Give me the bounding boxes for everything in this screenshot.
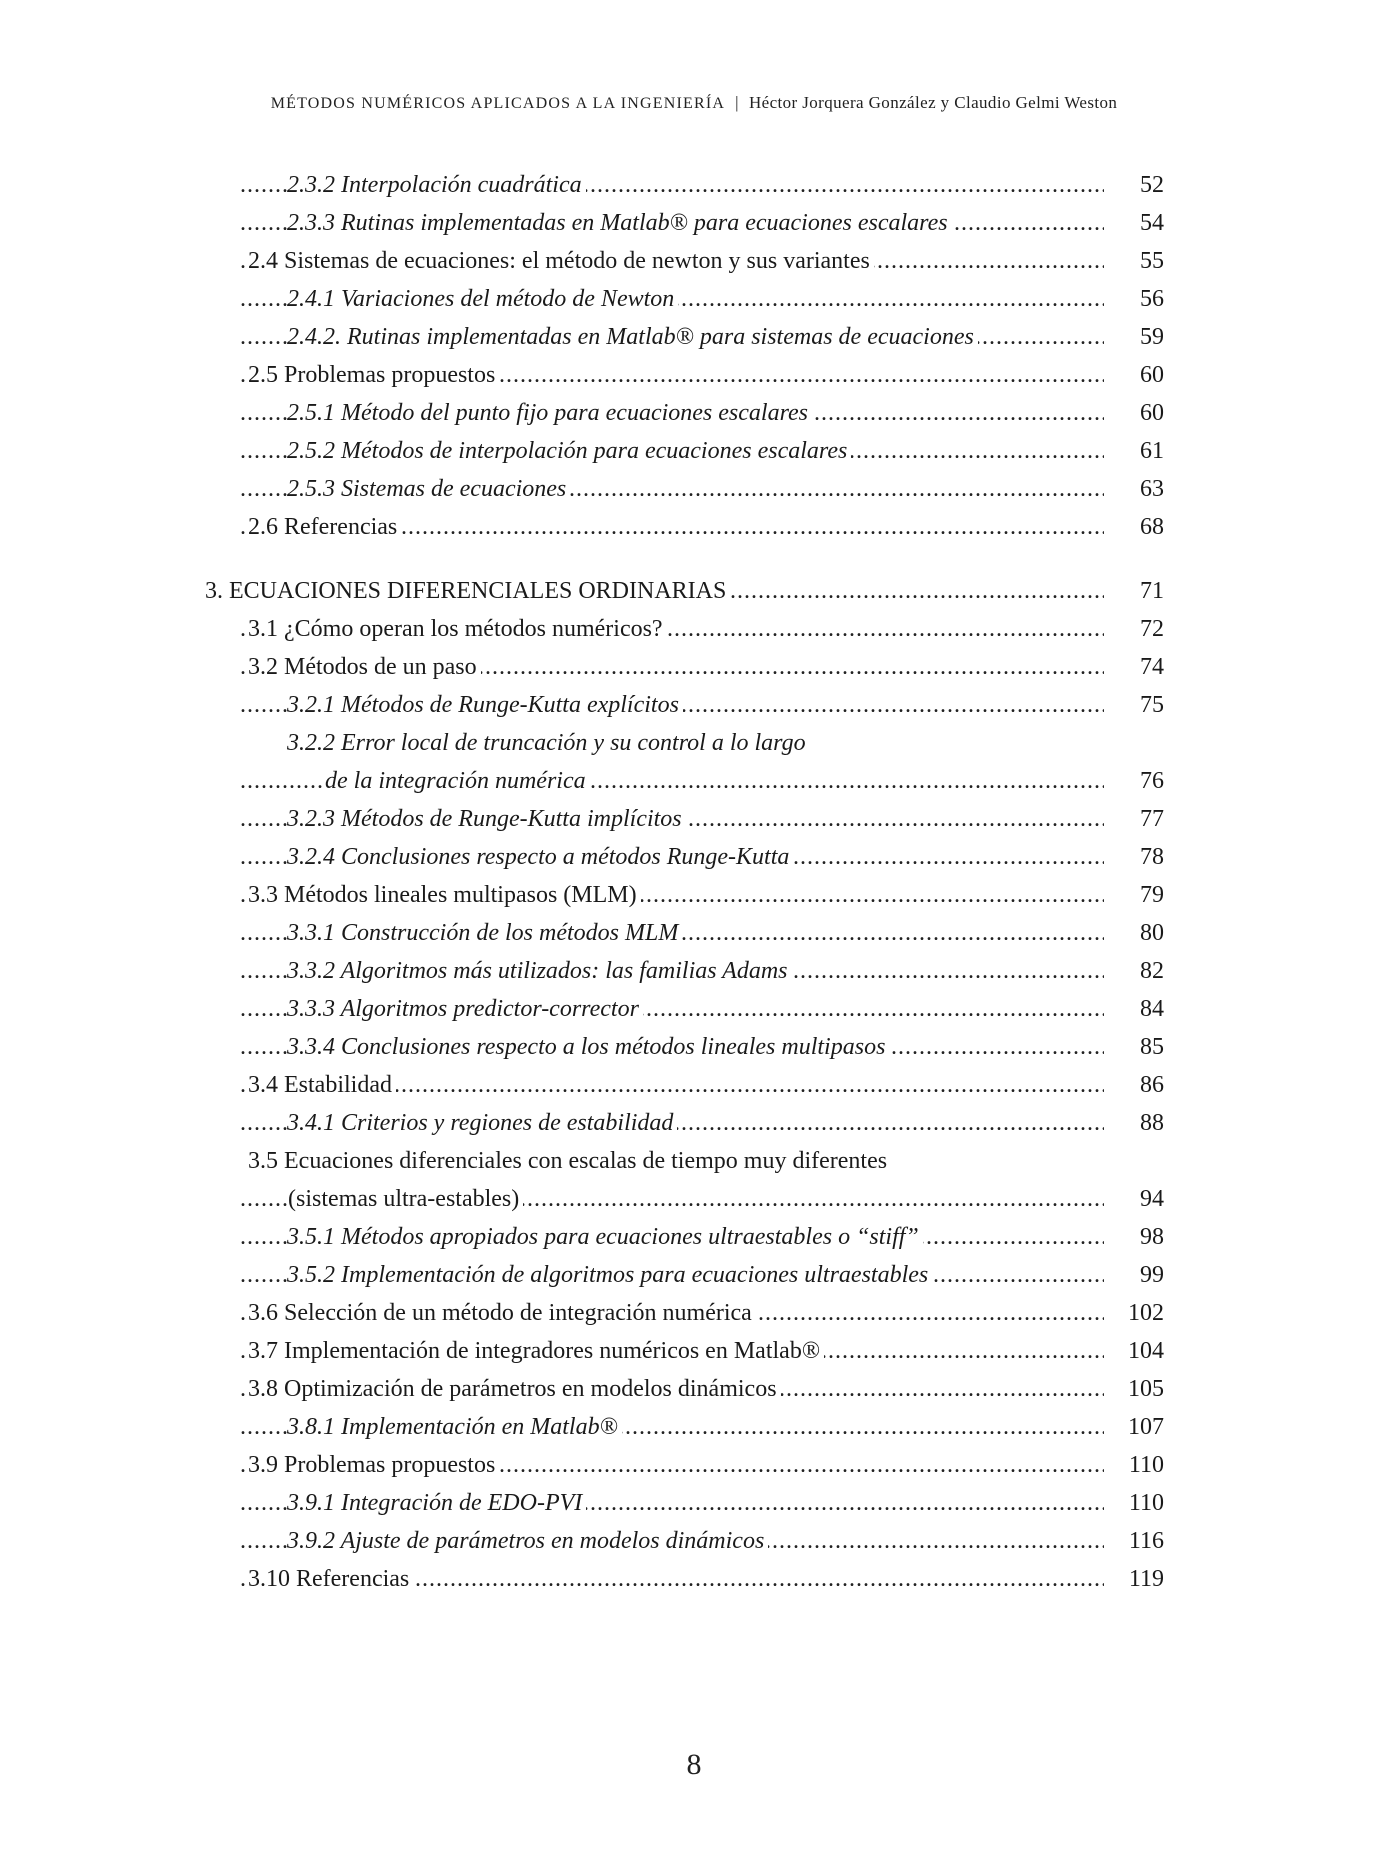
toc-entry-label-line2: de la integración numérica [325, 768, 590, 794]
toc-entry-page: 59 [1118, 318, 1164, 356]
table-of-contents [0, 166, 1388, 1598]
toc-entry-label: 3.9.1 Integración de EDO-PVI [287, 1490, 586, 1516]
toc-entry-label: 3.8.1 Implementación en Matlab® [287, 1414, 622, 1440]
toc-entry-label: 3.4 Estabilidad [248, 1072, 396, 1098]
toc-entry-label: 3.9 Problemas propuestos [248, 1452, 499, 1478]
toc-entry-label: 3.6 Selección de un método de integración numérica [248, 1300, 756, 1326]
toc-entry-page: 80 [1118, 914, 1164, 952]
toc-entry-page: 61 [1118, 432, 1164, 470]
toc-entry[interactable] [0, 686, 1388, 724]
toc-entry-label: 2.3.2 Interpolación cuadrática [287, 172, 586, 198]
toc-entry-page: 75 [1118, 686, 1164, 724]
header-separator: | [735, 93, 739, 112]
toc-entry-page: 74 [1118, 648, 1164, 686]
toc-entry-label: 3.3 Métodos lineales multipasos (MLM) [248, 882, 641, 908]
toc-entry[interactable] [0, 800, 1388, 838]
toc-entry-page: 110 [1118, 1446, 1164, 1484]
toc-entry[interactable] [0, 1294, 1388, 1332]
toc-entry-label: 3.5.1 Métodos apropiados para ecuaciones ultraestables o “stiff” [287, 1224, 923, 1250]
toc-entry-page: 72 [1118, 610, 1164, 648]
toc-entry-label: 2.5.2 Métodos de interpolación para ecuaciones escalares [287, 438, 851, 464]
toc-entry[interactable] [0, 432, 1388, 470]
toc-entry-label: 2.5 Problemas propuestos [248, 362, 499, 388]
page-number: 8 [686, 1748, 702, 1781]
toc-entry-page: 78 [1118, 838, 1164, 876]
toc-entry[interactable] [0, 1142, 1388, 1218]
toc-entry[interactable] [0, 838, 1388, 876]
toc-entry-label: 3.7 Implementación de integradores numéricos en Matlab® [248, 1338, 824, 1364]
toc-entry-page: 77 [1118, 800, 1164, 838]
running-header [0, 93, 1388, 113]
toc-entry[interactable] [0, 990, 1388, 1028]
toc-entry[interactable] [0, 394, 1388, 432]
toc-entry-page: 84 [1118, 990, 1164, 1028]
toc-entry-label: 3.4.1 Criterios y regiones de estabilidad [287, 1110, 677, 1136]
toc-entry[interactable] [0, 318, 1388, 356]
toc-entry[interactable] [0, 356, 1388, 394]
toc-entry-label: 2.6 Referencias [248, 514, 401, 540]
toc-entry[interactable] [0, 204, 1388, 242]
toc-entry-label: 3.3.2 Algoritmos más utilizados: las familias Adams [287, 958, 792, 984]
toc-entry-label: 3.2.4 Conclusiones respecto a métodos Runge-Kutta [287, 844, 793, 870]
toc-entry-page: 110 [1118, 1484, 1164, 1522]
toc-entry-label-line1: 3.2.2 Error local de truncación y su control a lo largo [287, 730, 806, 756]
toc-entry[interactable] [0, 1522, 1388, 1560]
toc-chapter-entry[interactable] [0, 572, 1388, 610]
toc-entry-page: 98 [1118, 1218, 1164, 1256]
toc-entry-label: 3.1 ¿Cómo operan los métodos numéricos? [248, 616, 667, 642]
toc-entry-label: 3.2 Métodos de un paso [248, 654, 481, 680]
toc-entry[interactable] [0, 1028, 1388, 1066]
toc-entry[interactable] [0, 470, 1388, 508]
toc-entry[interactable] [0, 876, 1388, 914]
toc-entry[interactable] [0, 1446, 1388, 1484]
toc-entry-page: 99 [1118, 1256, 1164, 1294]
toc-entry-label: 2.4.2. Rutinas implementadas en Matlab® para sistemas de ecuaciones [287, 324, 978, 350]
toc-entry-page: 85 [1118, 1028, 1164, 1066]
toc-entry-label: 2.4 Sistemas de ecuaciones: el método de newton y sus variantes [248, 248, 874, 274]
toc-entry[interactable] [0, 610, 1388, 648]
toc-entry[interactable] [0, 166, 1388, 204]
toc-entry[interactable] [0, 1256, 1388, 1294]
toc-entry-page: 102 [1118, 1294, 1164, 1332]
toc-entry[interactable] [0, 508, 1388, 546]
toc-entry-page: 55 [1118, 242, 1164, 280]
toc-entry-page: 88 [1118, 1104, 1164, 1142]
toc-entry[interactable] [0, 1104, 1388, 1142]
toc-entry[interactable] [0, 648, 1388, 686]
toc-entry-page: 60 [1118, 356, 1164, 394]
toc-entry-label: 3.3.3 Algoritmos predictor-corrector [287, 996, 643, 1022]
toc-entry-page: 76 [1118, 762, 1164, 800]
toc-entry-page: 107 [1118, 1408, 1164, 1446]
toc-entry-page: 68 [1118, 508, 1164, 546]
toc-entry[interactable] [0, 242, 1388, 280]
toc-entry-page: 52 [1118, 166, 1164, 204]
toc-entry-label: 2.4.1 Variaciones del método de Newton [287, 286, 678, 312]
toc-entry-page: 119 [1118, 1560, 1164, 1598]
toc-entry-label: 3.2.1 Métodos de Runge-Kutta explícitos [287, 692, 683, 718]
toc-entry-label: 3.5.2 Implementación de algoritmos para ecuaciones ultraestables [287, 1262, 932, 1288]
toc-entry-label: 3.10 Referencias [248, 1566, 413, 1592]
toc-entry-label: 2.5.1 Método del punto fijo para ecuaciones escalares [287, 400, 812, 426]
toc-entry-page: 105 [1118, 1370, 1164, 1408]
toc-entry[interactable] [0, 724, 1388, 800]
toc-entry[interactable] [0, 1408, 1388, 1446]
toc-entry-page: 71 [1118, 572, 1164, 610]
toc-entry-label: 3.9.2 Ajuste de parámetros en modelos dinámicos [287, 1528, 768, 1554]
toc-entry-label-line2: (sistemas ultra-estables) [288, 1186, 523, 1212]
toc-entry-label-line1: 3.5 Ecuaciones diferenciales con escalas de tiempo muy diferentes [248, 1148, 888, 1174]
toc-entry[interactable] [0, 1066, 1388, 1104]
toc-entry-label: 3.3.1 Construcción de los métodos MLM [287, 920, 682, 946]
toc-entry-page: 94 [1118, 1180, 1164, 1218]
toc-entry[interactable] [0, 1370, 1388, 1408]
toc-entry[interactable] [0, 914, 1388, 952]
toc-entry-page: 82 [1118, 952, 1164, 990]
toc-entry-label: 2.5.3 Sistemas de ecuaciones [287, 476, 570, 502]
toc-entry-page: 54 [1118, 204, 1164, 242]
toc-entry-label: 2.3.3 Rutinas implementadas en Matlab® para ecuaciones escalares [287, 210, 952, 236]
toc-entry-label: 3.2.3 Métodos de Runge-Kutta implícitos [287, 806, 686, 832]
toc-entry[interactable] [0, 952, 1388, 990]
toc-entry[interactable] [0, 280, 1388, 318]
toc-entry-page: 60 [1118, 394, 1164, 432]
toc-entry-page: 56 [1118, 280, 1164, 318]
toc-entry-label: 3.3.4 Conclusiones respecto a los métodos lineales multipasos [287, 1034, 889, 1060]
toc-entry[interactable] [0, 1560, 1388, 1598]
toc-entry[interactable] [0, 1218, 1388, 1256]
book-title: MÉTODOS NUMÉRICOS APLICADOS A LA INGENIERÍA [270, 95, 726, 112]
toc-entry-page: 116 [1118, 1522, 1164, 1560]
toc-entry-page: 86 [1118, 1066, 1164, 1104]
toc-entry[interactable] [0, 1332, 1388, 1370]
toc-entry[interactable] [0, 1484, 1388, 1522]
toc-entry-page: 104 [1118, 1332, 1164, 1370]
toc-entry-page: 79 [1118, 876, 1164, 914]
toc-entry-label: 3.8 Optimización de parámetros en modelos dinámicos [248, 1376, 781, 1402]
toc-entry-page: 63 [1118, 470, 1164, 508]
book-authors: Héctor Jorquera González y Claudio Gelmi Weston [748, 93, 1118, 112]
toc-entry-label: 3. ECUACIONES DIFERENCIALES ORDINARIAS [205, 578, 730, 604]
